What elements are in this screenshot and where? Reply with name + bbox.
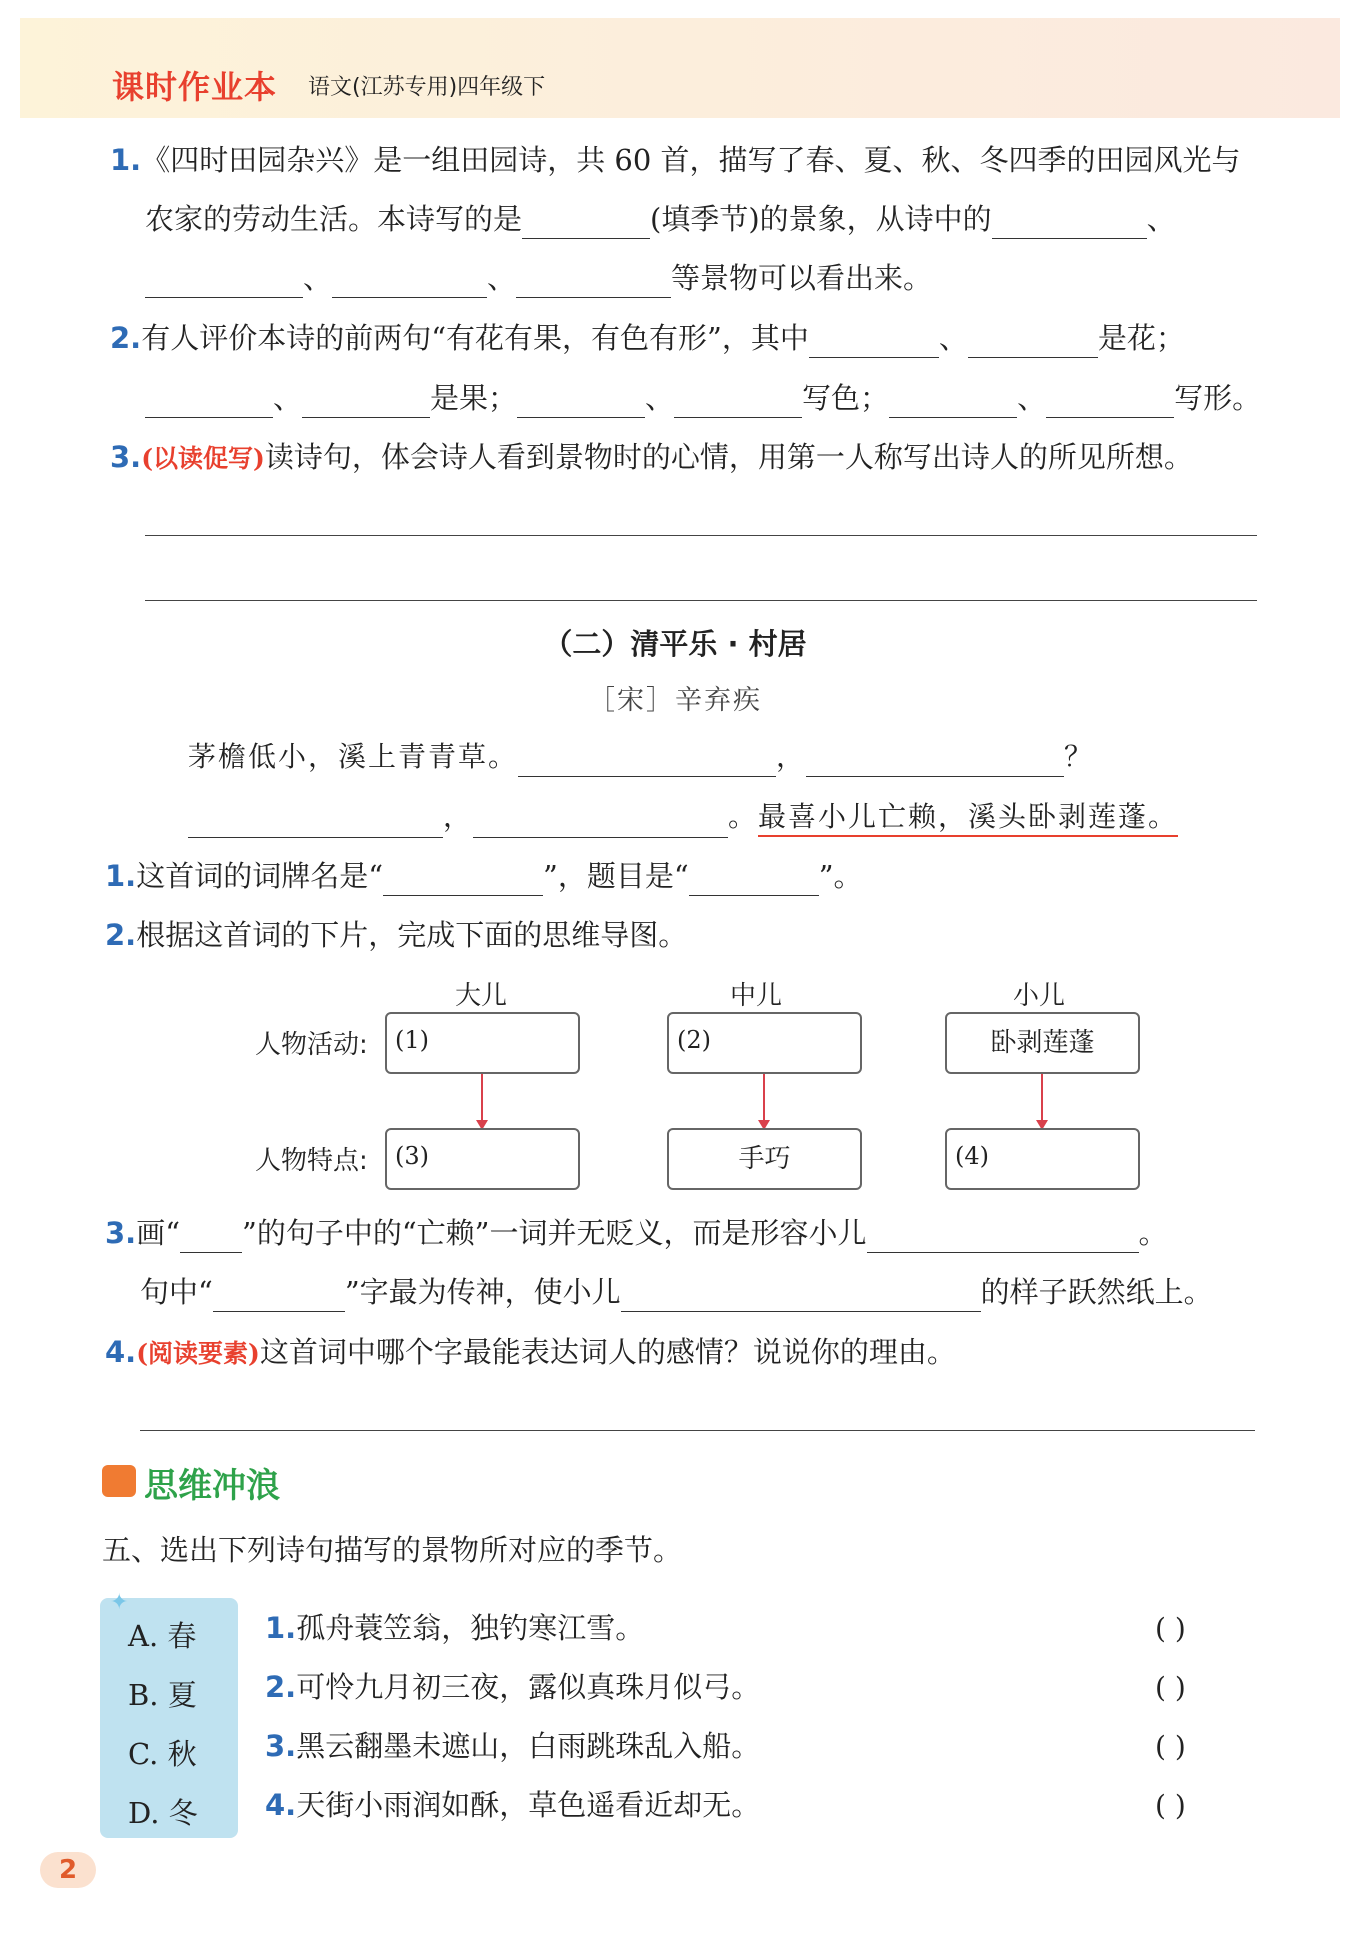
answer-blank[interactable] <box>806 746 1064 777</box>
poem-question-3: 3.画“ ”的句子中的“亡赖”一词并无贬义，而是形容小儿 。 <box>105 1213 1168 1253</box>
answer-blank[interactable] <box>180 1222 242 1253</box>
answer-blank[interactable] <box>188 807 443 838</box>
answer-blank[interactable] <box>674 387 802 418</box>
answer-blank[interactable] <box>473 807 728 838</box>
section-title: 思维冲浪 <box>144 1466 280 1506</box>
underlined-sentence: 最喜小儿亡赖，溪头卧剥莲蓬。 <box>758 800 1178 837</box>
answer-paren[interactable]: ( ) <box>1155 1671 1186 1704</box>
poem-author: ［宋］辛弃疾 <box>588 685 762 716</box>
question-1-line3: 、 、 等景物可以看出来。 <box>145 258 932 298</box>
trait-box-elder[interactable]: (3) <box>385 1128 580 1190</box>
arrow-line <box>481 1074 483 1124</box>
answer-blank[interactable] <box>621 1281 981 1312</box>
answer-blank[interactable] <box>522 208 650 239</box>
wave-icon <box>102 1465 136 1497</box>
option-d: D. 冬 <box>128 1796 198 1830</box>
answer-blank[interactable] <box>992 208 1147 239</box>
question-3: 3.(以读促写)读诗句，体会诗人看到景物时的心情，用第一人称写出诗人的所见所想。 <box>110 440 1193 474</box>
answer-paren[interactable]: ( ) <box>1155 1789 1186 1822</box>
answer-blank[interactable] <box>689 865 819 896</box>
subject-label: 语文(江苏专用)四年级下 <box>308 75 546 100</box>
question-1-line2: 农家的劳动生活。本诗写的是 (填季节)的景象，从诗中的 、 <box>145 199 1176 239</box>
row-label-trait: 人物特点: <box>255 1146 368 1176</box>
poem-question-2: 2.根据这首词的下片，完成下面的思维导图。 <box>105 918 688 952</box>
answer-blank[interactable] <box>383 865 543 896</box>
verse-item: 3.黑云翻墨未遮山，白雨跳珠乱入船。 <box>265 1729 761 1763</box>
trait-box-youngest[interactable]: (4) <box>945 1128 1140 1190</box>
poem-line-2: ， 。最喜小儿亡赖，溪头卧剥莲蓬。 <box>188 797 1178 838</box>
sparkle-icon: ✦ <box>110 1590 129 1615</box>
writing-line[interactable] <box>140 1430 1255 1431</box>
answer-paren[interactable]: ( ) <box>1155 1612 1186 1645</box>
question-tag: (阅读要素) <box>136 1339 260 1368</box>
arrow-line <box>1041 1074 1043 1124</box>
answer-blank[interactable] <box>1046 387 1174 418</box>
column-label-middle: 中儿 <box>730 981 783 1011</box>
activity-box-elder[interactable]: (1) <box>385 1012 580 1074</box>
writing-line[interactable] <box>145 600 1257 601</box>
answer-blank[interactable] <box>517 387 645 418</box>
option-b: B. 夏 <box>128 1678 197 1712</box>
page-number: 2 <box>40 1852 96 1888</box>
question-2: 2.有人评价本诗的前两句“有花有果，有色有形”，其中 、 是花； <box>110 318 1185 358</box>
trait-box-middle: 手巧 <box>667 1128 862 1190</box>
answer-paren[interactable]: ( ) <box>1155 1730 1186 1763</box>
poem-question-3-line2: 句中“ ”字最为传神，使小儿 的样子跃然纸上。 <box>140 1272 1213 1312</box>
activity-box-youngest: 卧剥莲蓬 <box>945 1012 1140 1074</box>
brand-title: 课时作业本 <box>112 68 278 106</box>
arrow-line <box>763 1074 765 1124</box>
answer-blank[interactable] <box>516 267 671 298</box>
answer-blank[interactable] <box>968 327 1098 358</box>
answer-blank[interactable] <box>889 387 1017 418</box>
answer-blank[interactable] <box>145 267 303 298</box>
answer-blank[interactable] <box>518 746 776 777</box>
column-label-elder: 大儿 <box>455 981 508 1011</box>
poem-title: （二）清平乐 · 村居 <box>543 627 807 661</box>
answer-blank[interactable] <box>332 267 487 298</box>
question-2-line2: 、 是果； 、 写色； 、 写形。 <box>145 378 1261 418</box>
poem-line-1: 茅檐低小，溪上青青草。 ， ？ <box>188 737 1094 777</box>
answer-blank[interactable] <box>302 387 430 418</box>
column-label-youngest: 小儿 <box>1013 981 1066 1011</box>
writing-line[interactable] <box>145 535 1257 536</box>
verse-item: 2.可怜九月初三夜，露似真珠月似弓。 <box>265 1670 761 1704</box>
answer-blank[interactable] <box>809 327 939 358</box>
poem-question-4: 4.(阅读要素)这首词中哪个字最能表达词人的感情？说说你的理由。 <box>105 1335 956 1369</box>
verse-item: 1.孤舟蓑笠翁，独钓寒江雪。 <box>265 1611 645 1645</box>
poem-question-1: 1.这首词的词牌名是“ ”，题目是“ ”。 <box>105 856 863 896</box>
question-1: 1.《四时田园杂兴》是一组田园诗，共 60 首，描写了春、夏、秋、冬四季的田园风光与 <box>110 143 1241 177</box>
row-label-activity: 人物活动: <box>255 1030 368 1060</box>
option-c: C. 秋 <box>128 1737 197 1771</box>
answer-blank[interactable] <box>213 1281 345 1312</box>
activity-box-middle[interactable]: (2) <box>667 1012 862 1074</box>
option-a: A. 春 <box>128 1619 197 1653</box>
verse-item: 4.天街小雨润如酥，草色遥看近却无。 <box>265 1788 761 1822</box>
answer-blank[interactable] <box>867 1222 1139 1253</box>
answer-blank[interactable] <box>145 387 273 418</box>
question-tag: (以读促写) <box>141 444 265 473</box>
question-5-title: 五、选出下列诗句描写的景物所对应的季节。 <box>102 1533 683 1567</box>
